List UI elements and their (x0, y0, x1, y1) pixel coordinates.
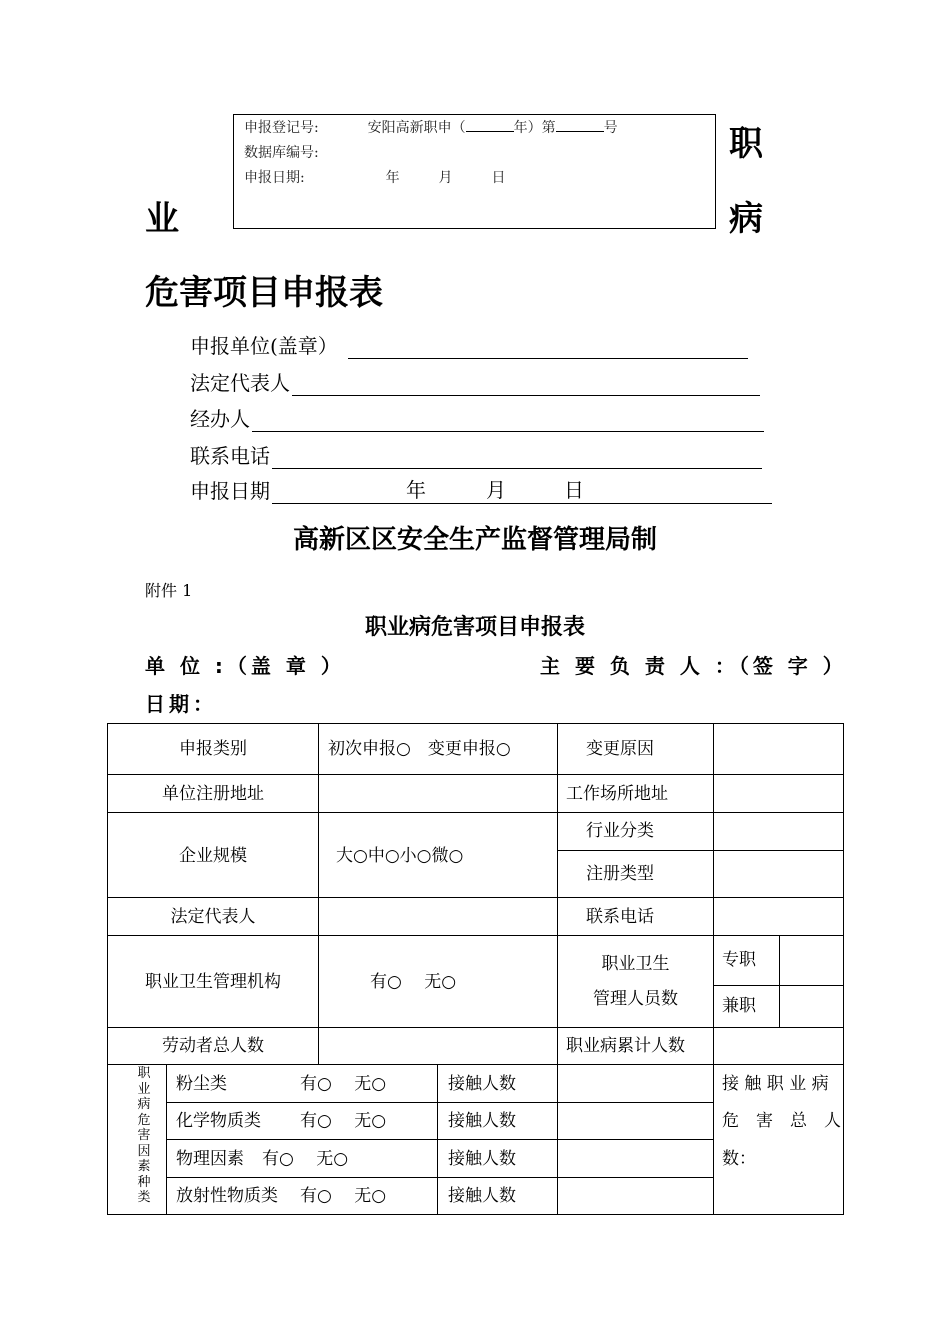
hazard-dust-contact-input[interactable] (558, 1065, 713, 1102)
workers-label: 劳动者总人数 (162, 1036, 264, 1056)
change-reason-label: 变更原因 (586, 739, 654, 759)
hazard-physical-name: 物理因素 (176, 1149, 244, 1169)
workers-input[interactable] (319, 1028, 557, 1064)
total-contact-label-line2: 危 害 总 人 (722, 1111, 841, 1131)
work-address-label: 工作场所地址 (566, 784, 668, 804)
cases-label: 职业病累计人数 (566, 1036, 685, 1056)
change-reason-input[interactable] (714, 724, 843, 774)
reg-type-input[interactable] (714, 851, 843, 897)
reg-month-label: 月 (438, 170, 453, 186)
total-contact-label-line1: 接 触 职 业 病 (722, 1074, 829, 1094)
hazard-chemical-contact-label: 接触人数 (448, 1111, 516, 1131)
phone-label: 联系电话 (586, 907, 654, 927)
report-type-options[interactable]: 初次申报○ 变更申报○ (328, 739, 511, 759)
reg-no-suffix: 号 (603, 120, 618, 136)
hazard-category-label: 职 业 病 危 害 因 素 种 类 (137, 1066, 151, 1205)
hazard-chemical-contact-input[interactable] (558, 1103, 713, 1139)
cover-date-year: 年 (406, 478, 426, 502)
hazard-physical-contact-label: 接触人数 (448, 1149, 516, 1169)
form-title: 职业病危害项目申报表 (364, 615, 585, 640)
cover-title: 危害项目申报表 (145, 273, 383, 313)
reg-address-input[interactable] (319, 775, 557, 812)
cover-char-ye: 业 (145, 199, 179, 239)
reg-no-label: 申报登记号: (244, 120, 319, 136)
fulltime-label: 专职 (722, 950, 756, 970)
report-type-label: 申报类别 (179, 739, 247, 759)
reg-address-label: 单位注册地址 (162, 784, 264, 804)
hazard-chemical-options[interactable]: 有○ 无○ (300, 1111, 387, 1131)
industry-label: 行业分类 (586, 821, 654, 841)
cover-char-bing: 病 (729, 199, 763, 239)
fulltime-input[interactable] (780, 936, 843, 985)
cover-field-phone-label: 联系电话 (190, 444, 270, 468)
hazard-physical-options[interactable]: 有○ 无○ (262, 1149, 349, 1169)
issuing-agency: 高新区区安全生产监督管理局制 (292, 525, 657, 555)
reg-no-year: 年）第 (513, 120, 556, 136)
oh-org-label: 职业卫生管理机构 (145, 972, 281, 992)
total-contact-label-line3: 数： (722, 1149, 756, 1169)
cover-char-zhi: 职 (729, 124, 763, 164)
scale-label: 企业规模 (179, 846, 247, 866)
hazard-radioactive-name: 放射性物质类 (176, 1186, 278, 1206)
cover-field-unit-label: 申报单位(盖章） (190, 334, 338, 358)
oh-staff-label-line1: 职业卫生 (601, 954, 670, 974)
legal-rep-input[interactable] (319, 898, 557, 935)
database-label: 数据库编号: (244, 145, 319, 161)
hazard-dust-name: 粉尘类 (176, 1074, 227, 1094)
hazard-radioactive-contact-label: 接触人数 (448, 1186, 516, 1206)
attachment-label: 附件 1 (145, 581, 193, 600)
cases-input[interactable] (714, 1028, 843, 1064)
cover-field-handler-label: 经办人 (190, 407, 250, 431)
industry-input[interactable] (714, 813, 843, 850)
reg-year-label: 年 (385, 170, 400, 186)
hazard-chemical-name: 化学物质类 (176, 1111, 261, 1131)
hazard-physical-contact-input[interactable] (558, 1140, 713, 1177)
hazard-radioactive-options[interactable]: 有○ 无○ (300, 1186, 387, 1206)
scale-options[interactable]: 大○中○小○微○ (336, 846, 464, 866)
cover-field-date-label: 申报日期 (190, 479, 270, 503)
hazard-dust-contact-label: 接触人数 (448, 1074, 516, 1094)
parttime-input[interactable] (780, 986, 843, 1027)
legal-rep-label: 法定代表人 (170, 907, 256, 927)
form-date-label: 日期： (145, 692, 217, 716)
cover-date-day: 日 (564, 478, 584, 502)
hazard-dust-options[interactable]: 有○ 无○ (300, 1074, 387, 1094)
reg-day-label: 日 (491, 170, 506, 186)
cover-field-legal-rep-label: 法定代表人 (190, 371, 290, 395)
parttime-label: 兼职 (722, 996, 756, 1016)
reg-no-prefix: 安阳高新职申（ (367, 120, 466, 136)
leader-sign-label: 主 要 负 责 人 ：（签 字 ） (540, 654, 847, 678)
cover-date-month: 月 (486, 478, 506, 502)
reg-type-label: 注册类型 (586, 864, 654, 884)
hazard-radioactive-contact-input[interactable] (558, 1178, 713, 1214)
unit-seal-label: 单 位 :（盖 章 ） (145, 654, 345, 678)
oh-org-options[interactable]: 有○ 无○ (370, 972, 457, 992)
reg-date-label: 申报日期: (244, 170, 305, 186)
work-address-input[interactable] (714, 775, 843, 812)
phone-input[interactable] (714, 898, 843, 935)
oh-staff-label-line2: 管理人员数 (593, 989, 678, 1009)
